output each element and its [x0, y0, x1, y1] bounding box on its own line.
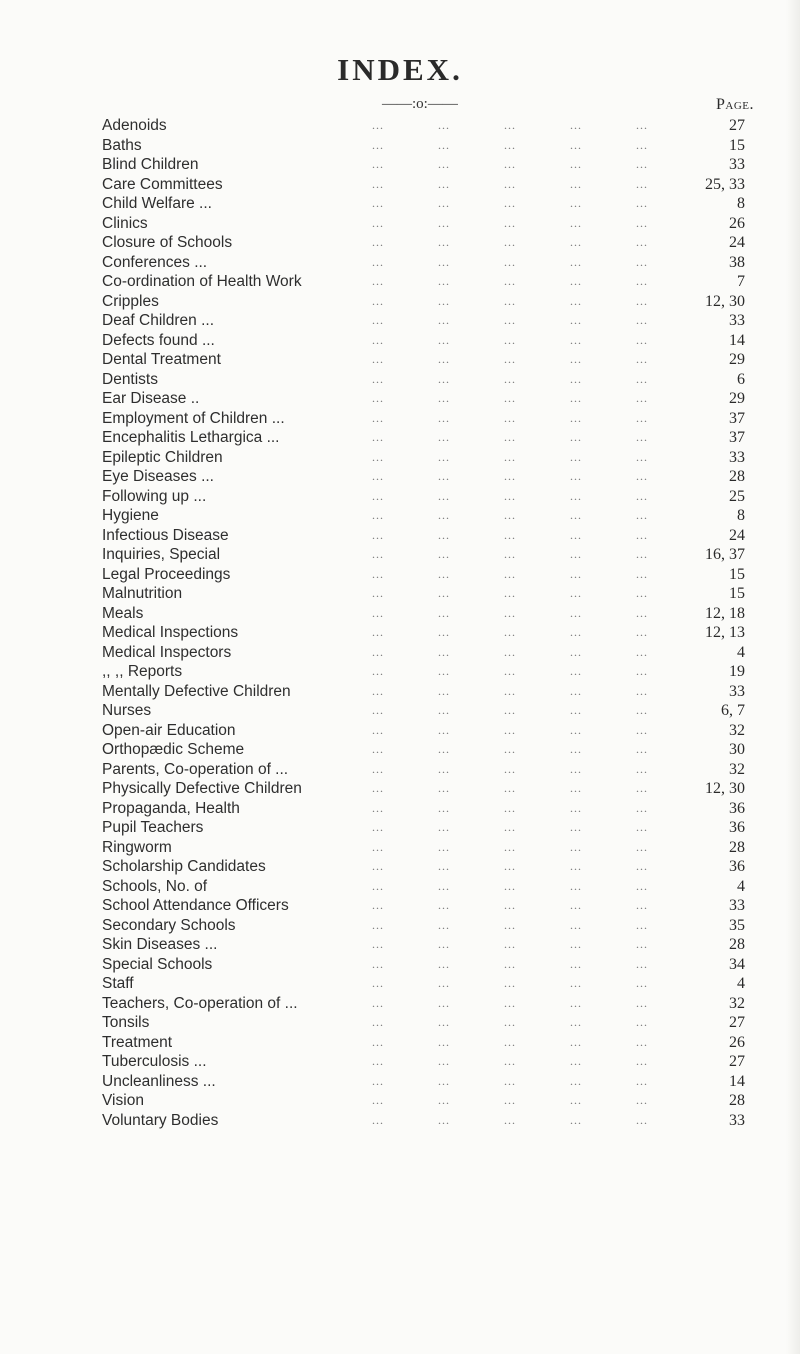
entry-page-number: 12, 30	[705, 292, 745, 310]
entry-page-number: 4	[737, 643, 745, 661]
entry-label: Deaf Children ...	[102, 312, 214, 329]
index-entry	[0, 214, 800, 234]
dot-leader: ... ... ... ... ...	[372, 917, 648, 932]
entry-page-number: 24	[729, 526, 745, 544]
entry-label: Meals	[102, 604, 144, 622]
dot-leader: ... ... ... ... ...	[372, 488, 648, 503]
entry-page-number: 15	[729, 585, 745, 602]
index-entry	[0, 1033, 800, 1053]
dot-leader: ... ... ... ... ...	[372, 605, 648, 620]
entry-label: Care Committees	[102, 175, 223, 193]
dot-leader: ... ... ... ... ...	[372, 137, 648, 152]
index-entry	[0, 857, 800, 877]
index-entry	[0, 467, 800, 487]
entry-page-number: 26	[729, 1033, 745, 1051]
dot-leader: ... ... ... ... ...	[372, 547, 648, 561]
entry-label: Defects found ...	[102, 331, 215, 349]
index-entry	[0, 545, 800, 565]
index-entry	[0, 253, 800, 273]
entry-page-number: 4	[737, 877, 745, 895]
entry-label: Closure of Schools	[102, 234, 233, 251]
entry-page-number: 27	[729, 1014, 745, 1031]
dot-leader: ... ... ... ... ...	[372, 781, 648, 795]
entry-label: Uncleanliness ...	[102, 1072, 216, 1090]
entry-label: Blind Children	[102, 156, 199, 173]
page-edge-shadow	[786, 0, 800, 1354]
index-entry	[0, 1091, 800, 1111]
entry-label: Malnutrition	[102, 585, 183, 602]
entry-page-number: 14	[729, 1072, 745, 1090]
dot-leader: ... ... ... ... ...	[372, 176, 648, 191]
entry-page-number: 37	[729, 429, 745, 446]
index-entry	[0, 175, 800, 195]
index-entry	[0, 799, 800, 819]
entry-page-number: 15	[729, 565, 745, 583]
entry-page-number: 6, 7	[721, 702, 745, 719]
index-entry	[0, 194, 800, 214]
entry-label: Employment of Children ...	[102, 409, 285, 427]
index-entry	[0, 721, 800, 741]
entry-page-number: 38	[729, 253, 745, 271]
entry-page-number: 36	[729, 858, 745, 875]
entry-page-number: 7	[737, 273, 745, 290]
entry-label: Staff	[102, 975, 134, 992]
dot-leader: ... ... ... ... ...	[372, 898, 648, 912]
entry-label: Clinics	[102, 214, 148, 232]
entry-page-number: 37	[729, 409, 745, 427]
index-entry	[0, 1013, 800, 1033]
dot-leader: ... ... ... ... ...	[372, 215, 648, 230]
dot-leader: ... ... ... ... ...	[372, 937, 648, 951]
dot-leader: ... ... ... ... ...	[372, 1054, 648, 1068]
index-entry	[0, 350, 800, 370]
entry-page-number: 32	[729, 760, 745, 778]
ornamental-separator: ——:o:——	[382, 96, 458, 112]
entry-label: Pupil Teachers	[102, 819, 204, 836]
entry-page-number: 8	[737, 195, 745, 212]
index-entry	[0, 565, 800, 585]
entry-page-number: 12, 13	[705, 624, 745, 641]
dot-leader: ... ... ... ... ...	[372, 293, 648, 308]
entry-label: Voluntary Bodies	[102, 1111, 219, 1129]
entry-page-number: 26	[729, 214, 745, 232]
entry-label: Medical Inspectors	[102, 643, 232, 661]
dot-leader: ... ... ... ... ...	[372, 683, 648, 698]
entry-label: Co-ordination of Health Work	[102, 273, 302, 290]
entry-page-number: 33	[729, 312, 745, 329]
dot-leader: ... ... ... ... ...	[372, 664, 648, 678]
entry-label: Teachers, Co-operation of ...	[102, 994, 298, 1012]
index-entry	[0, 584, 800, 604]
dot-leader: ... ... ... ... ...	[372, 995, 648, 1010]
entry-page-number: 36	[729, 819, 745, 836]
entry-page-number: 6	[737, 370, 745, 388]
dot-leader: ... ... ... ... ...	[372, 449, 648, 464]
index-entry	[0, 389, 800, 409]
index-entry	[0, 779, 800, 799]
entry-page-number: 33	[729, 682, 745, 700]
entry-label: Tonsils	[102, 1014, 150, 1031]
entry-label: Special Schools	[102, 955, 213, 973]
index-entry	[0, 1052, 800, 1072]
index-entry	[0, 155, 800, 175]
entry-label: Propaganda, Health	[102, 799, 240, 817]
dot-leader: ... ... ... ... ...	[372, 839, 648, 854]
dot-leader: ... ... ... ... ...	[372, 586, 648, 600]
dot-leader: ... ... ... ... ...	[372, 254, 648, 269]
index-entry	[0, 916, 800, 936]
dot-leader: ... ... ... ... ...	[372, 430, 648, 444]
entry-label: Dental Treatment	[102, 351, 221, 368]
index-entry	[0, 896, 800, 916]
entry-page-number: 33	[729, 448, 745, 466]
dot-leader: ... ... ... ... ...	[372, 196, 648, 210]
index-entry	[0, 1111, 800, 1131]
entry-label: Dentists	[102, 370, 158, 388]
entry-label: Adenoids	[102, 117, 167, 134]
dot-leader: ... ... ... ... ...	[372, 1093, 648, 1107]
index-entry	[0, 233, 800, 253]
dot-leader: ... ... ... ... ...	[372, 235, 648, 249]
dot-leader: ... ... ... ... ...	[372, 352, 648, 366]
index-subheader	[0, 96, 800, 118]
entry-label: Open-air Education	[102, 721, 236, 739]
entry-page-number: 14	[729, 331, 745, 349]
dot-leader: ... ... ... ... ...	[372, 1034, 648, 1049]
dot-leader: ... ... ... ... ...	[372, 274, 648, 288]
entry-page-number: 33	[729, 1111, 745, 1129]
index-entry	[0, 877, 800, 897]
dot-leader: ... ... ... ... ...	[372, 508, 648, 522]
dot-leader: ... ... ... ... ...	[372, 625, 648, 639]
entry-page-number: 36	[729, 799, 745, 817]
entry-label: Eye Diseases ...	[102, 468, 214, 485]
entry-page-number: 28	[729, 1092, 745, 1109]
entry-page-number: 25, 33	[705, 175, 745, 193]
entry-page-number: 32	[729, 721, 745, 739]
entry-label: Treatment	[102, 1033, 173, 1051]
entry-label: Medical Inspections	[102, 624, 239, 641]
entry-label: Skin Diseases ...	[102, 936, 218, 953]
entry-page-number: 28	[729, 936, 745, 953]
entry-page-number: 12, 18	[705, 604, 745, 622]
dot-leader: ... ... ... ... ...	[372, 566, 648, 581]
entry-page-number: 35	[729, 916, 745, 934]
entry-page-number: 32	[729, 994, 745, 1012]
dot-leader: ... ... ... ... ...	[372, 644, 648, 659]
entry-label: Scholarship Candidates	[102, 858, 266, 875]
dot-leader: ... ... ... ... ...	[372, 157, 648, 171]
entry-label: Conferences ...	[102, 253, 208, 271]
dot-leader: ... ... ... ... ...	[372, 1015, 648, 1029]
index-entry	[0, 643, 800, 663]
index-entry	[0, 116, 800, 136]
entry-label: Mentally Defective Children	[102, 682, 291, 700]
index-entry	[0, 1072, 800, 1092]
dot-leader: ... ... ... ... ...	[372, 703, 648, 717]
entry-page-number: 15	[729, 136, 745, 154]
entry-label: School Attendance Officers	[102, 897, 289, 914]
entry-label: Infectious Disease	[102, 526, 229, 544]
dot-leader: ... ... ... ... ...	[372, 527, 648, 542]
entry-page-number: 12, 30	[705, 780, 745, 797]
dot-leader: ... ... ... ... ...	[372, 742, 648, 756]
entry-label: Parents, Co-operation of ...	[102, 760, 289, 778]
index-entry	[0, 818, 800, 838]
entry-page-number: 27	[729, 117, 745, 134]
entry-label: Schools, No. of	[102, 877, 208, 895]
index-entry	[0, 838, 800, 858]
entry-label: Cripples	[102, 292, 159, 310]
dot-leader: ... ... ... ... ...	[372, 878, 648, 893]
dot-leader: ... ... ... ... ...	[372, 761, 648, 776]
entry-page-number: 27	[729, 1053, 745, 1070]
index-title: INDEX.	[337, 52, 463, 87]
entry-label: Orthopædic Scheme	[102, 741, 245, 758]
entry-label: Encephalitis Lethargica ...	[102, 429, 280, 446]
dot-leader: ... ... ... ... ...	[372, 469, 648, 483]
index-entry	[0, 292, 800, 312]
index-entries-list	[0, 116, 800, 1130]
entry-label: Child Welfare ...	[102, 195, 212, 212]
entry-label: ,, ,, Reports	[102, 663, 183, 680]
index-entry	[0, 331, 800, 351]
entry-page-number: 34	[729, 955, 745, 973]
entry-page-number: 19	[729, 663, 745, 680]
dot-leader: ... ... ... ... ...	[372, 332, 648, 347]
index-entry	[0, 662, 800, 682]
entry-label: Secondary Schools	[102, 916, 236, 934]
entry-page-number: 30	[729, 741, 745, 758]
dot-leader: ... ... ... ... ...	[372, 976, 648, 990]
dot-leader: ... ... ... ... ...	[372, 391, 648, 405]
dot-leader: ... ... ... ... ...	[372, 722, 648, 737]
entry-label: Tuberculosis ...	[102, 1053, 207, 1070]
index-entry	[0, 604, 800, 624]
entry-page-number: 8	[737, 507, 745, 524]
entry-label: Baths	[102, 136, 142, 154]
entry-label: Epileptic Children	[102, 448, 223, 466]
entry-page-number: 33	[729, 897, 745, 914]
entry-label: Hygiene	[102, 507, 159, 524]
entry-label: Ear Disease ..	[102, 390, 200, 407]
index-entry	[0, 682, 800, 702]
index-entry	[0, 370, 800, 390]
dot-leader: ... ... ... ... ...	[372, 313, 648, 327]
index-entry	[0, 448, 800, 468]
entry-label: Inquiries, Special	[102, 546, 221, 563]
entry-page-number: 16, 37	[705, 546, 745, 563]
dot-leader: ... ... ... ... ...	[372, 118, 648, 132]
index-entry	[0, 409, 800, 429]
entry-label: Ringworm	[102, 838, 172, 856]
dot-leader: ... ... ... ... ...	[372, 800, 648, 815]
index-entry	[0, 955, 800, 975]
entry-page-number: 4	[737, 975, 745, 992]
index-entry	[0, 740, 800, 760]
index-entry	[0, 623, 800, 643]
entry-label: Legal Proceedings	[102, 565, 231, 583]
dot-leader: ... ... ... ... ...	[372, 371, 648, 386]
entry-label: Physically Defective Children	[102, 780, 302, 797]
index-entry	[0, 136, 800, 156]
index-entry	[0, 311, 800, 331]
index-entry	[0, 974, 800, 994]
entry-page-number: 28	[729, 468, 745, 485]
index-entry	[0, 506, 800, 526]
entry-label: Nurses	[102, 702, 152, 719]
index-entry	[0, 935, 800, 955]
page-column-heading: Page.	[715, 96, 754, 113]
index-entry	[0, 526, 800, 546]
entry-page-number: 29	[729, 390, 745, 407]
entry-page-number: 25	[729, 487, 745, 505]
index-entry	[0, 487, 800, 507]
dot-leader: ... ... ... ... ...	[372, 820, 648, 834]
dot-leader: ... ... ... ... ...	[372, 1112, 648, 1127]
index-entry	[0, 701, 800, 721]
entry-page-number: 24	[729, 234, 745, 251]
entry-label: Following up ...	[102, 487, 207, 505]
entry-label: Vision	[102, 1092, 144, 1109]
dot-leader: ... ... ... ... ...	[372, 956, 648, 971]
entry-page-number: 29	[729, 351, 745, 368]
entry-page-number: 33	[729, 156, 745, 173]
dot-leader: ... ... ... ... ...	[372, 859, 648, 873]
index-entry	[0, 994, 800, 1014]
dot-leader: ... ... ... ... ...	[372, 1073, 648, 1088]
dot-leader: ... ... ... ... ...	[372, 410, 648, 425]
index-entry	[0, 272, 800, 292]
index-entry	[0, 428, 800, 448]
entry-page-number: 28	[729, 838, 745, 856]
index-entry	[0, 760, 800, 780]
